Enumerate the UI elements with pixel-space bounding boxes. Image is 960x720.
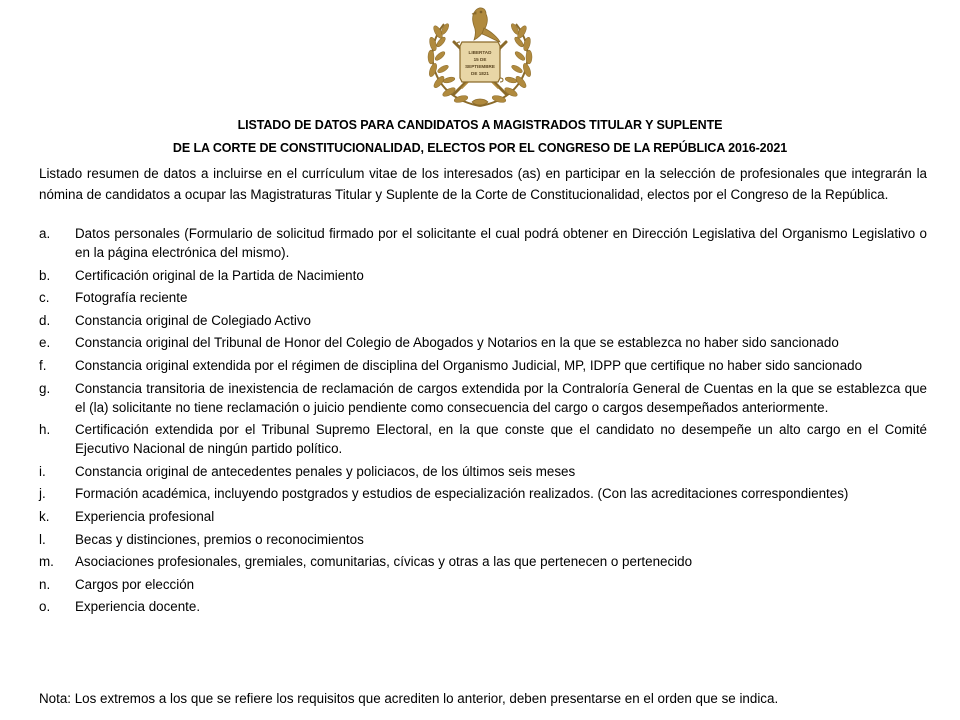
list-item [39, 484, 927, 503]
list-item-letter: d. [39, 312, 51, 328]
list-item-letter: m. [39, 554, 54, 570]
list-item-letter: j. [39, 486, 46, 502]
list-item [39, 356, 927, 375]
list-item-text: Constancia original extendida por el régimen de disciplina del Organismo Judicial, MP, IDPP que certifique no haber sido sancionado [75, 357, 863, 373]
list-item-text: Experiencia docente. [75, 599, 201, 615]
document-title-line-2: DE LA CORTE DE CONSTITUCIONALIDAD, ELECTOS POR EL CONGRESO DE LA REPÚBLICA 2016-2021 [172, 141, 788, 155]
list-item-text: Datos personales (Formulario de solicitud firmado por el solicitante el cual podrá obtener en Dirección Legislativa del Organismo Legislativo o en la página electrónica del mismo). [75, 226, 927, 260]
list-item-text: Certificación original de la Partida de Nacimiento [75, 267, 364, 283]
list-item-letter: k. [39, 508, 50, 524]
list-item-letter: b. [39, 267, 51, 283]
list-item [39, 597, 927, 616]
list-item [39, 575, 927, 594]
scroll-text-line: SEPTIEMBRE [465, 64, 495, 69]
list-item-letter: e. [39, 335, 51, 351]
list-item [39, 530, 927, 549]
intro-paragraph: Listado resumen de datos a incluirse en el currículum vitae de los interesados (as) en participar en la selección de profesionales que integrarán la nómina de candidatos a ocupar las Magistraturas Titular y Suplente de la Corte de Constitucionalidad, electos por el Congreso de la República. [39, 166, 927, 202]
list-item-letter: g. [39, 380, 51, 396]
list-item [39, 462, 927, 481]
list-item [39, 224, 927, 262]
quetzal-bird-icon [472, 8, 500, 42]
liberty-scroll [457, 42, 503, 82]
list-item [39, 333, 927, 352]
list-item [39, 266, 927, 285]
list-item-letter: a. [39, 226, 51, 241]
list-item-text: Experiencia profesional [75, 508, 215, 524]
list-item-letter: o. [39, 599, 51, 615]
requirements-list [39, 224, 927, 620]
list-item [39, 379, 927, 417]
list-item-text: Fotografía reciente [75, 290, 188, 306]
list-item-letter: l. [39, 531, 46, 547]
list-item-letter: n. [39, 576, 51, 592]
list-item-text: Formación académica, incluyendo postgrados y estudios de especialización realizados. (Con las acreditaciones correspondientes) [75, 486, 849, 502]
list-item-text: Certificación extendida por el Tribunal Supremo Electoral, en la que conste que el candidato no desempeñe un alto cargo en el Comité Ejecutivo Nacional de ningún partido político. [75, 422, 927, 457]
ribbon-bow [472, 99, 488, 105]
footnote: Nota: Los extremos a los que se refiere los requisitos que acrediten lo anterior, deben presentarse en el orden que se indica. [39, 691, 779, 706]
list-item [39, 420, 927, 458]
list-item [39, 311, 927, 330]
scroll-text-line: DE 1821 [471, 71, 489, 76]
list-item-text: Constancia original del Tribunal de Honor del Colegio de Abogados y Notarios en la que se establezca no haber sido sancionado [75, 335, 839, 351]
list-item-letter: h. [39, 422, 51, 438]
list-item [39, 552, 927, 571]
list-item-text: Constancia transitoria de inexistencia de reclamación de cargos extendida por la Contraloría General de Cuentas en la que se establezca que el (la) solicitante no tiene reclamación o juicio pendiente como consecuencia del cargo o cargos desempeñados anteriormente. [75, 380, 927, 415]
list-item-text: Cargos por elección [75, 576, 195, 592]
document-title-line-1: LISTADO DE DATOS PARA CANDIDATOS A MAGISTRADOS TITULAR Y SUPLENTE [237, 118, 723, 132]
list-item [39, 288, 927, 307]
list-item-text: Constancia original de Colegiado Activo [75, 312, 311, 328]
list-item-letter: i. [39, 463, 46, 479]
scroll-text-line: 15 DE [473, 57, 487, 62]
scroll-text-line: LIBERTAD [468, 50, 492, 55]
list-item-text: Becas y distinciones, premios o reconocimientos [75, 531, 364, 547]
list-item-letter: f. [39, 357, 47, 373]
list-item-text: Asociaciones profesionales, gremiales, comunitarias, cívicas y otras a las que pertenecen o pertenecido [75, 554, 693, 570]
list-item-letter: c. [39, 290, 50, 306]
list-item [39, 507, 927, 526]
list-item-text: Constancia original de antecedentes penales y policiacos, de los últimos seis meses [75, 463, 576, 479]
coat-of-arms-emblem [418, 2, 542, 112]
